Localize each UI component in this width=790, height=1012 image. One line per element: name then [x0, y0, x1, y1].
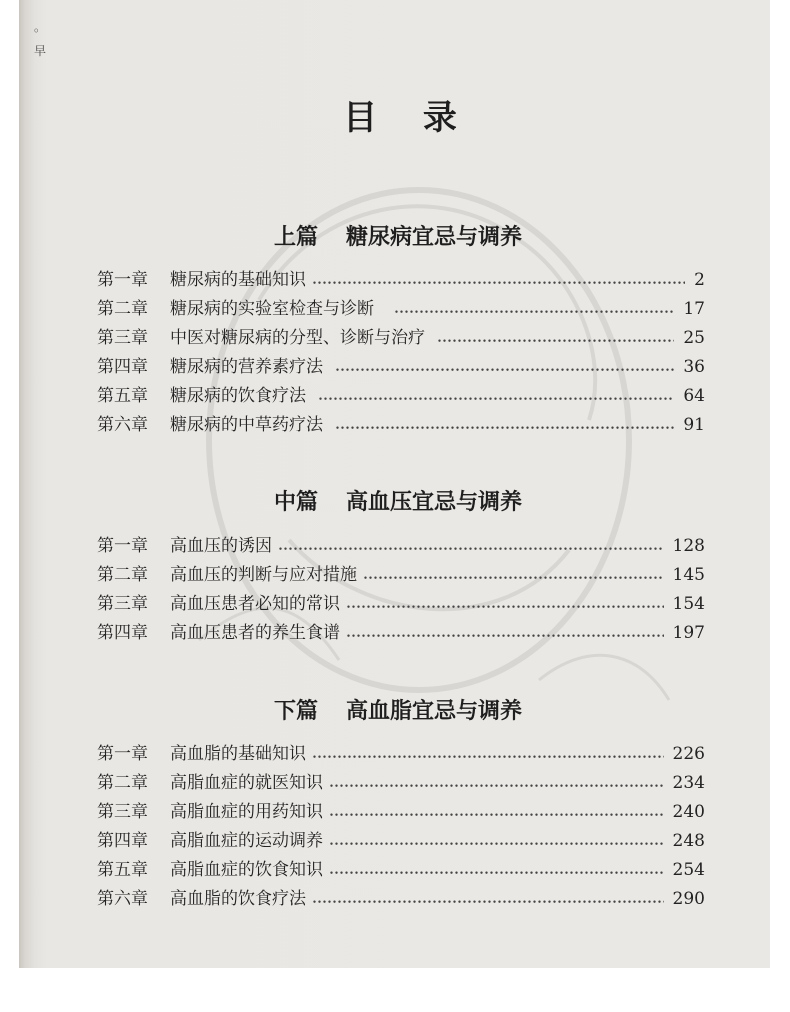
dot-leader — [312, 743, 664, 765]
page-number: 128 — [672, 535, 705, 556]
dot-leader — [335, 414, 674, 436]
chapter-title: 高脂血症的用药知识 — [170, 801, 323, 822]
chapter-number: 第二章 — [97, 772, 148, 793]
chapter-title: 高血压患者必知的常识 — [170, 593, 340, 614]
chapter-number: 第五章 — [97, 385, 148, 406]
page-number: 2 — [694, 269, 705, 290]
chapter-title: 高血压的判断与应对措施 — [170, 564, 357, 585]
chapter-number: 第四章 — [97, 622, 148, 643]
chapter-number: 第一章 — [97, 269, 148, 290]
dot-leader — [312, 888, 664, 910]
margin-mark: 早 — [34, 44, 47, 58]
dot-leader — [346, 593, 664, 615]
toc-list — [97, 739, 705, 913]
toc-entry — [97, 768, 705, 797]
dot-leader — [278, 535, 664, 557]
dot-leader — [437, 327, 674, 349]
toc-entry — [97, 739, 705, 768]
toc-entry — [97, 265, 705, 294]
chapter-number: 第六章 — [97, 888, 148, 909]
part-label: 下篇 — [273, 699, 318, 724]
toc-entry — [97, 797, 705, 826]
page-number: 154 — [672, 593, 705, 614]
toc-entry — [97, 410, 705, 439]
page-title: 目 录 — [343, 98, 457, 138]
page-number: 234 — [672, 772, 705, 793]
chapter-title: 高血脂的基础知识 — [170, 743, 306, 764]
dot-leader — [329, 859, 664, 881]
page-number: 240 — [672, 801, 705, 822]
chapter-title: 高血压患者的养生食谱 — [170, 622, 340, 643]
page-number: 17 — [683, 298, 705, 319]
page-number: 25 — [683, 327, 705, 348]
chapter-number: 第四章 — [97, 356, 148, 377]
dot-leader — [329, 830, 664, 852]
part-title: 糖尿病宜忌与调养 — [346, 225, 523, 250]
page-number: 64 — [683, 385, 705, 406]
part-title: 高血脂宜忌与调养 — [346, 699, 523, 724]
toc-entry — [97, 618, 705, 647]
toc-entry — [97, 531, 705, 560]
dot-leader — [335, 356, 674, 378]
chapter-title: 高脂血症的饮食知识 — [170, 859, 323, 880]
chapter-number: 第三章 — [97, 801, 148, 822]
part-label: 上篇 — [273, 225, 318, 250]
chapter-number: 第六章 — [97, 414, 148, 435]
chapter-number: 第三章 — [97, 327, 148, 348]
toc-list — [97, 531, 705, 647]
part-title: 高血压宜忌与调养 — [346, 490, 523, 515]
chapter-title: 高血脂的饮食疗法 — [170, 888, 306, 909]
chapter-title: 糖尿病的基础知识 — [170, 269, 306, 290]
toc-entry — [97, 855, 705, 884]
chapter-title: 糖尿病的实验室检查与诊断 — [170, 298, 374, 319]
dot-leader — [329, 801, 664, 823]
page-number: 91 — [683, 414, 705, 435]
chapter-number: 第一章 — [97, 535, 148, 556]
part-label: 中篇 — [273, 490, 318, 515]
chapter-title: 高血压的诱因 — [170, 535, 272, 556]
chapter-number: 第一章 — [97, 743, 148, 764]
chapter-title: 高脂血症的运动调养 — [170, 830, 323, 851]
dot-leader — [318, 385, 674, 407]
chapter-number: 第二章 — [97, 298, 148, 319]
chapter-number: 第四章 — [97, 830, 148, 851]
chapter-number: 第三章 — [97, 593, 148, 614]
toc-entry — [97, 826, 705, 855]
chapter-title: 糖尿病的饮食疗法 — [170, 385, 306, 406]
dot-leader — [394, 298, 674, 320]
toc-entry — [97, 294, 705, 323]
toc-entry — [97, 381, 705, 410]
page-number: 36 — [683, 356, 705, 377]
part-heading — [0, 489, 790, 517]
page-number: 254 — [672, 859, 705, 880]
chapter-number: 第二章 — [97, 564, 148, 585]
chapter-title: 中医对糖尿病的分型、诊断与治疗 — [170, 327, 425, 348]
toc-entry — [97, 352, 705, 381]
page-number: 197 — [672, 622, 705, 643]
part-heading — [0, 698, 790, 726]
dot-leader — [312, 269, 685, 291]
toc-entry — [97, 560, 705, 589]
toc-entry — [97, 884, 705, 913]
dot-leader — [329, 772, 664, 794]
page-number: 226 — [672, 743, 705, 764]
dot-leader — [346, 622, 664, 644]
chapter-title: 高脂血症的就医知识 — [170, 772, 323, 793]
toc-entry — [97, 589, 705, 618]
margin-mark: 。 — [34, 20, 47, 34]
dot-leader — [363, 564, 664, 586]
page-number: 290 — [672, 888, 705, 909]
page-number: 248 — [672, 830, 705, 851]
toc-entry — [97, 323, 705, 352]
part-heading — [0, 224, 790, 252]
chapter-title: 糖尿病的中草药疗法 — [170, 414, 323, 435]
chapter-title: 糖尿病的营养素疗法 — [170, 356, 323, 377]
chapter-number: 第五章 — [97, 859, 148, 880]
toc-list — [97, 265, 705, 439]
page-number: 145 — [672, 564, 705, 585]
